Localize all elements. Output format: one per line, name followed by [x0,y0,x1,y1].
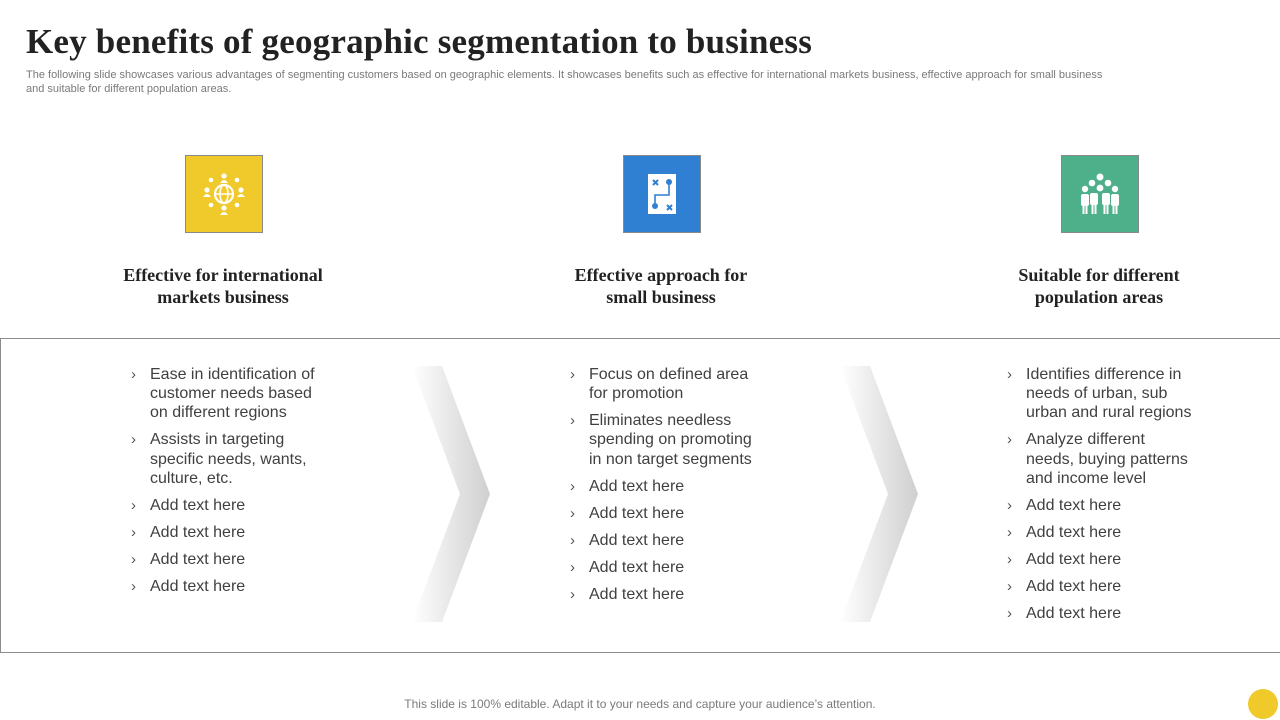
list-item [1007,523,1197,542]
bullet-marker-icon: › [131,496,136,514]
list-item [131,365,321,423]
list-item-text: Assists in targeting specific needs, wants, culture, etc. [150,431,307,487]
decorative-circle [1248,689,1278,719]
list-item [570,531,760,550]
list-item [1007,430,1197,488]
list-item [1007,365,1197,423]
list-item [570,365,760,403]
list-item-text: Focus on defined area for promotion [589,366,749,403]
chevron-separator-icon [840,366,920,622]
bullet-marker-icon: › [1007,577,1012,595]
globe-people-icon [185,155,263,233]
bullet-marker-icon: › [570,531,575,549]
bullet-marker-icon: › [570,558,575,576]
list-item-text: Add text here [1026,550,1122,568]
bullet-marker-icon: › [1007,604,1012,622]
list-item [570,585,760,604]
bullet-marker-icon: › [131,523,136,541]
bullet-marker-icon: › [1007,496,1012,514]
bullet-marker-icon: › [570,504,575,522]
heading-line: markets business [157,287,289,307]
list-item-text: Add text here [589,585,685,603]
list-item [570,477,760,496]
list-item [570,504,760,523]
list-item-text: Add text here [150,523,246,541]
heading-line: Suitable for different [1018,265,1180,285]
bullet-marker-icon: › [570,366,575,383]
page-subtitle: The following slide showcases various advantages of segmenting customers based on geographic elements. It showcases benefits such as effective for international markets business, effective approach for small business and suitable for different population areas. [26,69,1103,95]
page-title: Key benefits of geographic segmentation to business [26,22,813,61]
list-item [1007,496,1197,515]
bullet-marker-icon: › [1007,523,1012,541]
list-item-text: Analyze different needs, buying patterns and income level [1026,431,1188,487]
list-item [131,550,321,569]
column-heading-international [93,264,353,308]
bullet-marker-icon: › [131,577,136,595]
heading-line: Effective for international [123,265,323,285]
list-item-text: Add text here [1026,496,1122,514]
bullet-marker-icon: › [131,366,136,383]
list-item-text: Add text here [589,504,685,522]
column-heading-small-business [531,264,791,308]
list-item-text: Identifies difference in needs of urban, sub urban and rural regions [1026,366,1192,422]
bullet-marker-icon: › [1007,431,1012,449]
list-item-text: Add text here [589,477,685,495]
list-item-text: Add text here [589,531,685,549]
list-item-text: Add text here [150,496,246,514]
list-item-text: Add text here [1026,604,1122,622]
list-item-text: Add text here [150,577,246,595]
list-item-text: Ease in identification of customer needs based on different regions [150,366,315,422]
strategy-map-icon [623,155,701,233]
list-item-text: Add text here [589,558,685,576]
bullet-list-international [131,365,321,604]
footer-note: This slide is 100% editable. Adapt it to your needs and capture your audience’s attention. [404,697,876,711]
list-item-text: Add text here [1026,523,1122,541]
bullet-marker-icon: › [570,477,575,495]
list-item [570,411,760,469]
bullet-marker-icon: › [570,412,575,430]
list-item [570,558,760,577]
heading-line: small business [606,287,716,307]
list-item-text: Add text here [1026,577,1122,595]
column-heading-population [969,264,1229,308]
bullet-list-small-business [570,365,760,612]
bullet-marker-icon: › [1007,550,1012,568]
list-item [131,496,321,515]
list-item-text: Eliminates needless spending on promoting in non target segments [589,412,752,468]
bullet-marker-icon: › [570,585,575,603]
bullet-marker-icon: › [131,431,136,449]
list-item [131,577,321,596]
bullet-marker-icon: › [1007,366,1012,383]
list-item [131,523,321,542]
bullet-list-population [1007,365,1197,631]
heading-line: population areas [1034,287,1164,307]
list-item-text: Add text here [150,550,246,568]
bullet-marker-icon: › [131,550,136,568]
list-item [1007,577,1197,596]
list-item [1007,550,1197,569]
population-group-icon [1061,155,1139,233]
list-item [131,430,321,488]
list-item [1007,604,1197,623]
chevron-separator-icon [412,366,492,622]
heading-line: Effective approach for [574,265,748,285]
